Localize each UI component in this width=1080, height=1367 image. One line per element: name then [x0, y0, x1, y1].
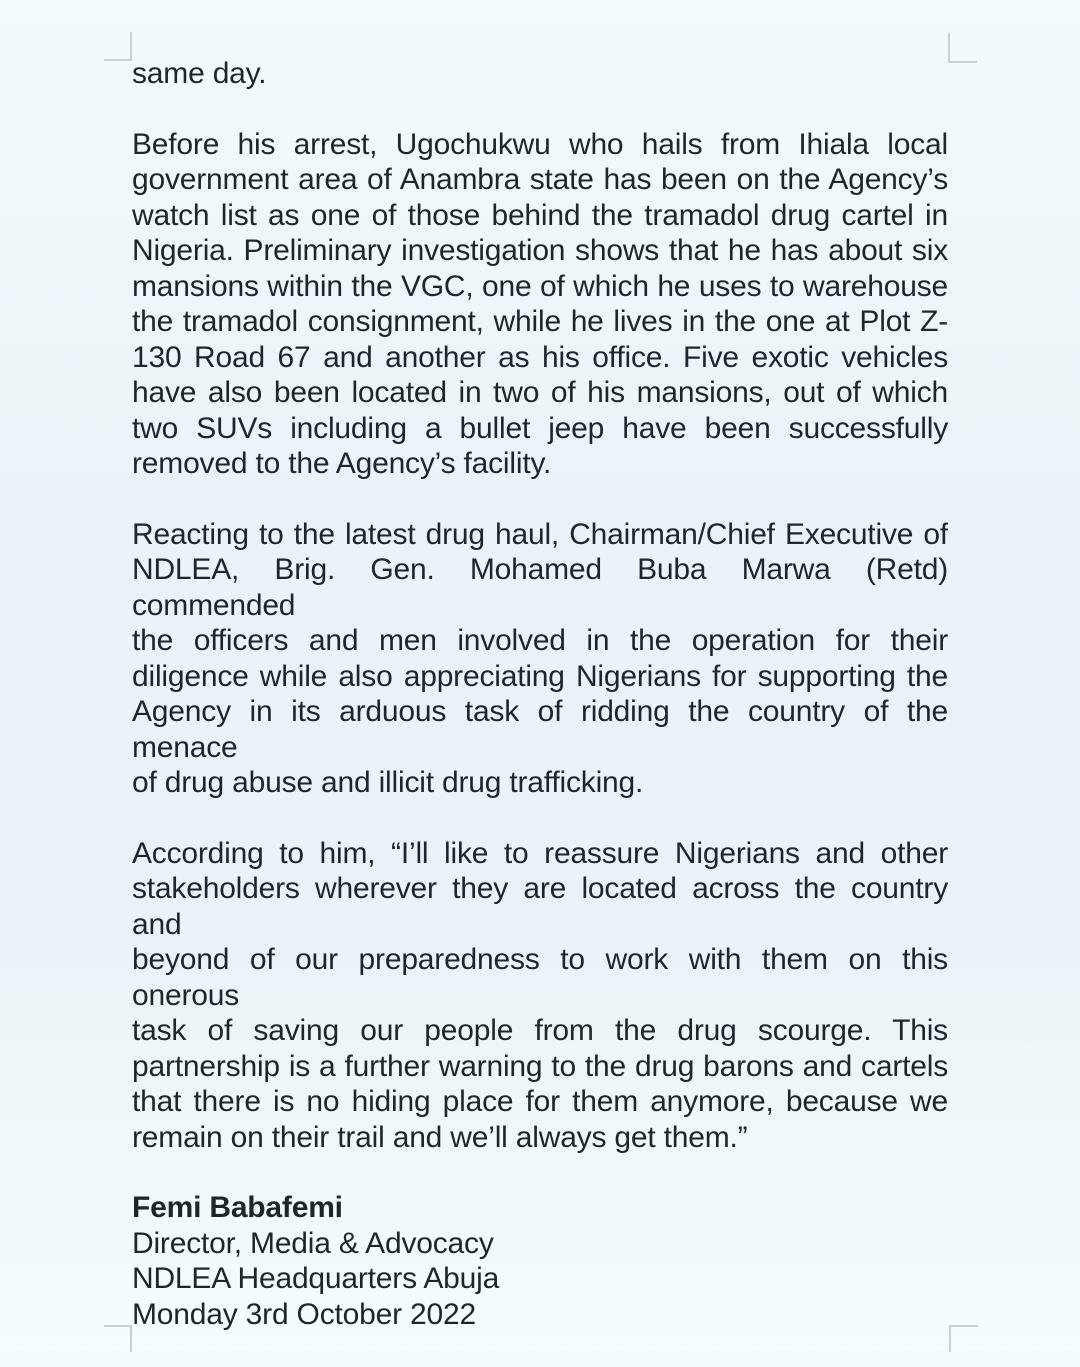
text-line: have also been located in two of his mansions, out of which	[132, 376, 948, 409]
text-line: watch list as one of those behind the tramadol drug cartel in	[132, 198, 948, 232]
text-line: that there is no hiding place for them anymore, because we	[132, 1085, 948, 1118]
text-line: task of saving our people from the drug scourge. This	[132, 1014, 948, 1047]
text-line: According to him, “I’ll like to reassure Nigerians and other	[132, 836, 948, 870]
crop-mark-bottom-left-icon	[104, 1325, 132, 1352]
document-body	[132, 56, 948, 1367]
text-line: NDLEA Headquarters Abuja	[132, 1262, 500, 1295]
signature-block	[132, 1190, 948, 1332]
text-line: Before his arrest, Ugochukwu who hails from Ihiala local	[132, 127, 948, 161]
text-line: 130 Road 67 and another as his office. Five exotic vehicles	[132, 340, 948, 374]
text-line: NDLEA, Brig. Gen. Mohamed Buba Marwa (Retd) commended	[132, 553, 948, 622]
text-line: partnership is a further warning to the drug barons and cartels	[132, 1049, 948, 1083]
text-line: remain on their trail and we’ll always get them.”	[132, 1120, 748, 1154]
paragraph-quote	[132, 836, 948, 1156]
text-line: Femi Babafemi	[132, 1191, 343, 1224]
text-line: Nigeria. Preliminary investigation shows that he has about six	[132, 234, 948, 267]
text-line: two SUVs including a bullet jeep have been successfully	[132, 411, 948, 445]
paragraph-fragment	[132, 56, 948, 92]
paragraph-chairman-reaction	[132, 517, 948, 801]
text-line: Agency in its arduous task of ridding the country of the menace	[132, 695, 948, 764]
text-line: diligence while also appreciating Nigerians for supporting the	[132, 659, 948, 693]
text-line: the tramadol consignment, while he lives in the one at Plot Z-	[132, 305, 948, 338]
text-line: Director, Media & Advocacy	[132, 1226, 494, 1260]
text-line: beyond of our preparedness to work with them on this onerous	[132, 943, 948, 1012]
text-line: mansions within the VGC, one of which he uses to warehouse	[132, 269, 948, 303]
text-line: government area of Anambra state has been on the Agency’s	[132, 163, 948, 196]
text-line: Monday 3rd October 2022	[132, 1297, 476, 1331]
crop-mark-top-left-icon	[104, 32, 132, 61]
text-line: same day.	[132, 57, 267, 90]
crop-mark-top-right-icon	[948, 33, 977, 63]
paragraph-arrest-details	[132, 127, 948, 482]
crop-mark-bottom-right-icon	[949, 1325, 978, 1352]
text-line: stakeholders wherever they are located across the country and	[132, 872, 948, 941]
text-line: of drug abuse and illicit drug trafficking.	[132, 766, 644, 799]
text-line: the officers and men involved in the operation for their	[132, 624, 948, 657]
text-line: Reacting to the latest drug haul, Chairman/Chief Executive of	[132, 517, 948, 551]
text-line: removed to the Agency’s facility.	[132, 447, 552, 480]
